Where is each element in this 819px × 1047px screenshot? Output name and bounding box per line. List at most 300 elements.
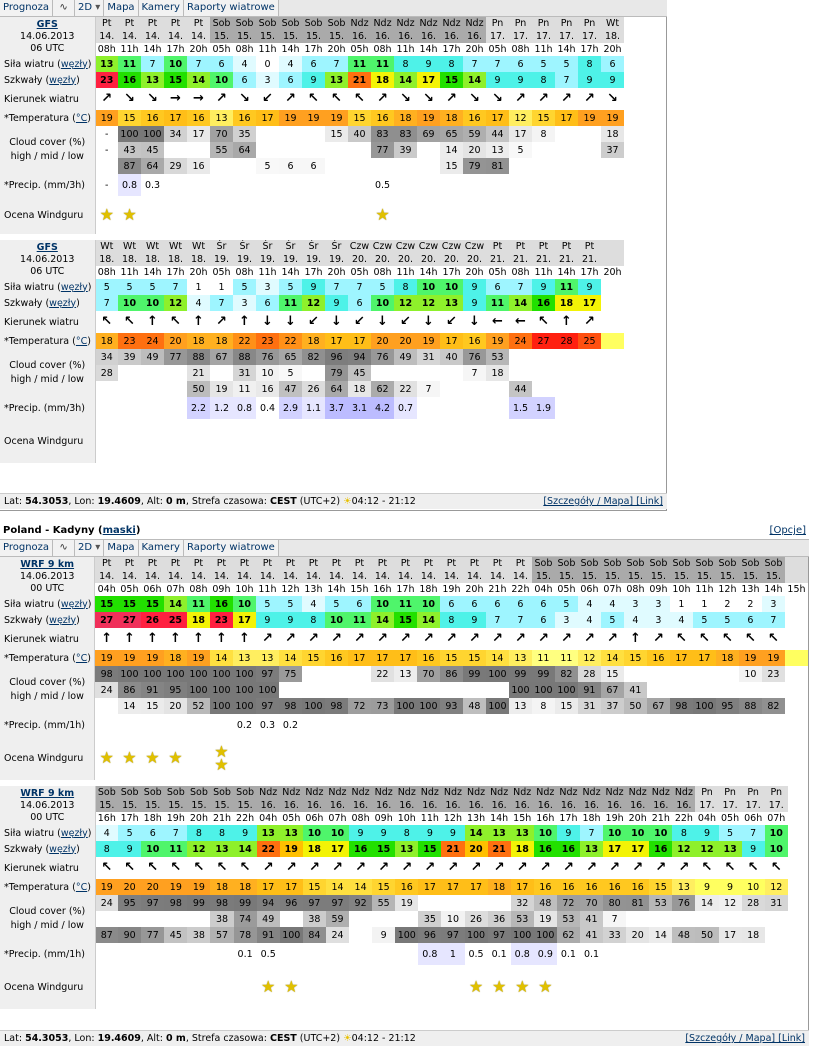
footer-gfs [0, 493, 667, 509]
cloud-cell: 78 [234, 927, 257, 943]
cloud-cell: 88 [739, 698, 762, 714]
row-temperature [0, 879, 788, 895]
wind-arrow-icon: ↑ [147, 314, 158, 329]
gust-cell: 16 [557, 841, 580, 857]
day-cell: Czw [372, 240, 393, 252]
cloud-cell: 40 [440, 349, 463, 365]
cloud-cell: 100 [233, 666, 256, 682]
cloud-cell: 100 [417, 698, 440, 714]
wind-cell: 9 [695, 825, 718, 841]
cloud-cell: 59 [463, 126, 486, 142]
rating-cell [164, 419, 187, 463]
cloud-cell: 48 [672, 927, 695, 943]
hour-cell: 17h [394, 583, 417, 596]
temperature-cell: 17 [441, 879, 464, 895]
hour-cell: 11h [394, 266, 417, 279]
gusts-label-unit-link[interactable]: węzły [49, 614, 77, 626]
wind-label-unit-link[interactable]: węzły [60, 281, 88, 293]
lon-value: 19.4609 [97, 496, 141, 507]
cloud-cell: 79 [463, 158, 486, 174]
date-cell: 16. [280, 799, 303, 812]
gusts-label-unit-link[interactable]: węzły [49, 843, 77, 855]
temperature-cell: 19 [302, 110, 325, 126]
temperature-cell: 19 [578, 110, 601, 126]
cloud-cell: - [95, 126, 118, 142]
precip-cell [695, 943, 718, 965]
day-cell: Pt [463, 557, 486, 570]
wind-cell: 4 [302, 596, 325, 612]
hour-cell: 07h [164, 583, 187, 596]
cloud-label-1: Cloud cover (%) [9, 360, 86, 371]
cloud-cell: 83 [394, 126, 417, 142]
cloud-cell [440, 381, 463, 397]
wind-arrow-icon: ↘ [607, 91, 618, 106]
gust-cell: 9 [578, 72, 601, 88]
day-cell: Pt [394, 557, 417, 570]
wind-label: Siła wiatru (węzły) [0, 56, 95, 72]
direction-cell [141, 628, 164, 650]
day-cell: Pt [555, 240, 578, 253]
direction-cell [164, 857, 187, 879]
gust-cell: 10 [371, 295, 394, 311]
hour-cell: 04h [532, 583, 555, 596]
direction-cell [418, 857, 441, 879]
cloud-cell [532, 142, 555, 158]
wind-label-text: Siła wiatru [4, 827, 55, 839]
gust-cell: 13 [440, 295, 463, 311]
cloud-cell [555, 158, 578, 174]
nav-prognoza[interactable]: Prognoza [0, 0, 53, 16]
gust-cell: 8 [532, 72, 555, 88]
cloud-cell: 15 [325, 126, 348, 142]
rating-cell [649, 965, 672, 1009]
cloud-cell [95, 911, 118, 927]
cloud-cell: 77 [141, 927, 164, 943]
date-cell: 15. [234, 799, 257, 812]
direction-cell [95, 88, 118, 110]
wind-arrow-icon: ↙ [400, 314, 411, 329]
gust-cell: 10 [210, 72, 233, 88]
cloud-cell [578, 142, 601, 158]
direction-cell [118, 628, 141, 650]
cloud-cell: 99 [463, 666, 486, 682]
nav-2d[interactable]: 2D ▾ [75, 0, 104, 16]
day-cell: Sob [325, 17, 348, 30]
rating-cell [440, 196, 463, 234]
cloud-cell: 70 [580, 895, 603, 911]
wind-label-unit-link[interactable]: węzły [60, 598, 88, 610]
model-link[interactable]: WRF 9 km [20, 787, 75, 799]
gust-cell: 13 [210, 841, 233, 857]
cloud-cell: 100 [233, 698, 256, 714]
model-link[interactable]: GFS [36, 18, 58, 30]
direction-cell [279, 88, 302, 110]
wind-cell: 10 [440, 279, 463, 295]
date-cell: 14. [118, 570, 141, 583]
wind-arrow-icon: ↗ [560, 631, 572, 646]
precip-cell [762, 714, 785, 736]
row-hours [0, 583, 808, 596]
cloud-cell: 94 [257, 895, 280, 911]
cloud-cell: 98 [325, 698, 348, 714]
cloud-cell [325, 158, 348, 174]
wind-cell: 5 [141, 279, 164, 295]
nav-mapa[interactable]: Mapa [104, 540, 138, 556]
day-cell [601, 240, 624, 253]
cloud-cell [762, 682, 785, 698]
rating-cell [394, 419, 417, 463]
cloud-cell [349, 927, 372, 943]
precip-cell [372, 943, 395, 965]
hour-cell: 20h [325, 43, 348, 56]
gust-cell: 10 [141, 295, 164, 311]
day-cell: Sob [624, 557, 647, 570]
direction-label-text: Kierunek wiatru [4, 316, 79, 328]
cloud-cell: 73 [371, 698, 394, 714]
date-cell: 14. [463, 570, 486, 583]
cloud-cell: 9 [372, 927, 395, 943]
hour-cell: 11h [532, 43, 555, 56]
cloud-cell: 97 [141, 895, 164, 911]
gust-cell: 12 [187, 841, 210, 857]
star-icon: ★ [261, 977, 276, 996]
run-date: 14.06.2013 [20, 799, 75, 811]
wind-arrow-icon: ↓ [423, 314, 434, 329]
day-cell: Sob [210, 17, 233, 30]
direction-cell [279, 628, 302, 650]
precip-cell [141, 397, 164, 419]
run-time: 06 UTC [30, 265, 65, 277]
wind-label-text: Siła wiatru [4, 281, 55, 293]
rating-cell [578, 196, 601, 234]
rating-cell [210, 419, 233, 463]
cloud-cell: 98 [670, 698, 693, 714]
precip-cell [463, 397, 486, 419]
model-link[interactable]: WRF 9 km [20, 558, 75, 570]
cloud-cell [187, 142, 210, 158]
day-cell: Sob [210, 786, 233, 799]
wind-label-text: Siła wiatru [4, 58, 55, 70]
date-cell: 21. [509, 253, 532, 266]
temperature-cell: 16 [647, 650, 670, 666]
direction-cell [601, 628, 624, 650]
cloud-cell: 20 [626, 927, 649, 943]
cloud-cell [463, 381, 486, 397]
nav-kamery[interactable]: Kamery [139, 0, 184, 16]
direction-cell [534, 857, 557, 879]
cloud-cell [302, 682, 325, 698]
wind-label: Siła wiatru (węzły) [0, 279, 95, 295]
cloud-cell: 37 [601, 698, 624, 714]
temperature-cell: 18 [95, 333, 118, 349]
details-map-link[interactable]: [Szczegóły / Mapa] [Link] [543, 496, 663, 507]
temperature-cell: 20 [141, 879, 164, 895]
gust-cell: 8 [95, 841, 118, 857]
forecast-table-gfs-2 [0, 240, 624, 463]
masks-link[interactable]: maski [102, 525, 136, 536]
cloud-cell: 34 [164, 126, 187, 142]
cloud-cell [601, 381, 624, 397]
precip-cell [303, 943, 326, 965]
direction-cell [256, 311, 279, 333]
cloud-cell: 98 [210, 895, 233, 911]
hour-cell: 18h [417, 583, 440, 596]
rating-cell [348, 419, 371, 463]
star-icon: ★ [145, 748, 160, 767]
rating-cell [441, 965, 464, 1009]
cloud-cell: 84 [303, 927, 326, 943]
day-cell: Pn [719, 786, 742, 799]
cloud-cell [719, 911, 742, 927]
direction-cell [578, 311, 601, 333]
direction-label-text: Kierunek wiatru [4, 862, 79, 874]
day-cell: Sob [739, 557, 762, 570]
precip-cell [417, 174, 440, 196]
wind-cell: 11 [348, 56, 371, 72]
temperature-cell: 14 [486, 650, 509, 666]
wind-cell [601, 279, 624, 295]
cloud-cell: 33 [603, 927, 626, 943]
star-icon: ★ [122, 748, 137, 767]
cloud-cell: 38 [210, 911, 233, 927]
wind-arrow-icon: ↗ [422, 631, 434, 646]
wind-cell: 8 [394, 279, 417, 295]
cloud-label-1: Cloud cover (%) [9, 677, 86, 688]
date-cell: 18. [164, 253, 187, 266]
row-days [0, 786, 788, 799]
temperature-cell: 16 [233, 110, 256, 126]
direction-cell [348, 628, 371, 650]
cloud-cell: 100 [509, 682, 532, 698]
wind-cell: 13 [257, 825, 280, 841]
direction-cell [302, 628, 325, 650]
rating-cell [118, 196, 141, 234]
date-cell: 16. [303, 799, 326, 812]
gusts-label-unit-link[interactable]: węzły [49, 297, 77, 309]
gust-cell: 4 [578, 612, 601, 628]
temperature-cell: 9 [719, 879, 742, 895]
cloud-label-2: high / mid / low [10, 920, 84, 931]
gust-cell: 15 [394, 612, 417, 628]
rating-label [0, 419, 95, 463]
date-cell: 16. [257, 799, 280, 812]
nav-raporty[interactable]: Raporty wiatrowe [184, 0, 279, 16]
temperature-cell: 13 [672, 879, 695, 895]
wind-arrow-icon: ↗ [514, 631, 526, 646]
gust-cell: 17 [417, 72, 440, 88]
direction-cell [164, 88, 187, 110]
run-date: 14.06.2013 [20, 30, 75, 42]
day-cell: Pt [325, 557, 348, 570]
hour-cell: 04h [257, 812, 280, 825]
hour-cell: 18h [580, 812, 603, 825]
precip-cell [95, 943, 118, 965]
temperature-label-unit-link[interactable]: °C [75, 335, 88, 347]
hour-cell: 17h [440, 43, 463, 56]
gust-cell: 11 [279, 295, 302, 311]
nav-kamery[interactable]: Kamery [139, 540, 184, 556]
wind-label-unit-link[interactable]: węzły [60, 827, 88, 839]
temperature-label-unit-link[interactable]: °C [75, 652, 88, 664]
wind-arrow-icon: ↗ [446, 91, 457, 106]
date-cell: 15. [716, 570, 739, 583]
direction-cell [463, 628, 486, 650]
temperature-cell: 19 [95, 110, 118, 126]
wind-arrow-icon: ↖ [767, 631, 779, 646]
temperature-cell: 18 [488, 879, 511, 895]
cloud-cell: 18 [486, 365, 509, 381]
cloud-cell: 17 [719, 927, 742, 943]
cloud-cell: 52 [187, 698, 210, 714]
wind-cell: 9 [234, 825, 257, 841]
gusts-label-text: Szkwały [4, 843, 43, 855]
direction-cell [488, 857, 511, 879]
wind-cell: 10 [649, 825, 672, 841]
wind-arrow-icon: ↗ [516, 860, 528, 875]
direction-cell [762, 628, 785, 650]
direction-cell [257, 857, 280, 879]
hour-cell: 20h [626, 812, 649, 825]
day-cell: Sob [141, 786, 164, 799]
day-cell: Ndz [534, 786, 557, 799]
day-cell: Ndz [672, 786, 695, 799]
temperature-cell: 15 [532, 110, 555, 126]
cloud-cell: 100 [210, 682, 233, 698]
gusts-label-unit-link[interactable]: węzły [49, 74, 77, 86]
temperature-cell: 27 [532, 333, 555, 349]
temperature-cell: 19 [279, 110, 302, 126]
cloud-cell [716, 666, 739, 682]
hour-cell: 14h [488, 812, 511, 825]
cloud-cell [371, 365, 394, 381]
wind-arrow-icon: ↖ [724, 860, 736, 875]
nav-mapa[interactable]: Mapa [104, 0, 138, 16]
gust-cell: 17 [603, 841, 626, 857]
direction-cell [303, 857, 326, 879]
gust-cell: 13 [719, 841, 742, 857]
options-link[interactable]: [Opcje] [769, 525, 806, 536]
date-cell: 15. [693, 570, 716, 583]
precip-cell [440, 714, 463, 736]
day-cell: Pn [509, 17, 532, 30]
day-cell: Pt [509, 557, 532, 570]
model-link[interactable]: GFS [36, 241, 58, 253]
temperature-cell [785, 650, 808, 666]
cloud-cell [302, 126, 325, 142]
nav-2d[interactable]: 2D ▾ [75, 540, 104, 556]
temperature-label-unit-link[interactable]: °C [75, 112, 88, 124]
date-cell: 14. [302, 570, 325, 583]
wind-label-text: Siła wiatru [4, 598, 55, 610]
cloud-cell: 100 [187, 682, 210, 698]
wind-label-unit-link[interactable]: węzły [60, 58, 88, 70]
date-cell [785, 570, 808, 583]
nav-chart-icon[interactable]: ∿ [53, 0, 75, 16]
temperature-label-text: *Temperatura [4, 881, 70, 893]
wind-cell [785, 596, 808, 612]
wind-arrow-icon: ↖ [744, 631, 756, 646]
gusts-label-text: Szkwały [4, 614, 43, 626]
cloud-cell: 99 [187, 895, 210, 911]
wind-arrow-icon: ↗ [470, 860, 482, 875]
details-map-link[interactable]: [Szczegóły / Mapa] [Link] [685, 1033, 805, 1044]
temperature-cell: 14 [349, 879, 372, 895]
date-cell: 21. [486, 253, 509, 266]
wind-arrow-icon: ↗ [583, 631, 595, 646]
cloud-label-1: Cloud cover (%) [9, 137, 86, 148]
wind-cell: 13 [488, 825, 511, 841]
direction-cell [95, 628, 118, 650]
precip-cell [601, 174, 624, 196]
rating-label [0, 965, 95, 1009]
rating-cell [372, 965, 395, 1009]
precip-cell: 0.5 [257, 943, 280, 965]
nav-chart-icon[interactable]: ∿ [53, 540, 75, 556]
precip-cell [509, 174, 532, 196]
date-cell: 17. [719, 799, 742, 812]
wind-cell: 8 [672, 825, 695, 841]
wind-arrow-icon: ↓ [469, 314, 480, 329]
rating-cell [371, 196, 394, 234]
wind-cell: 0 [256, 56, 279, 72]
direction-cell [693, 628, 716, 650]
rating-label-text: Ocena Windguru [4, 752, 84, 764]
precip-label [0, 714, 95, 736]
precip-cell [187, 943, 210, 965]
row-cloud-mid [0, 682, 808, 698]
rating-cell [233, 419, 256, 463]
wind-cell: 8 [394, 56, 417, 72]
cloud-cell: 14 [695, 895, 718, 911]
direction-cell [603, 857, 626, 879]
nav-prognoza[interactable]: Prognoza [0, 540, 53, 556]
hour-cell: 07h [326, 812, 349, 825]
cloud-cell: 76 [463, 349, 486, 365]
wind-cell: 7 [164, 825, 187, 841]
cloud-cell [555, 349, 578, 365]
wind-arrow-icon: ↑ [561, 314, 572, 329]
day-cell: Ndz [326, 786, 349, 799]
nav-raporty[interactable]: Raporty wiatrowe [184, 540, 279, 556]
precip-cell [233, 174, 256, 196]
sun-times: 04:12 - 21:12 [351, 496, 416, 507]
temperature-label-unit-link[interactable]: °C [75, 881, 88, 893]
cloud-cell [765, 911, 788, 927]
temperature-cell: 10 [742, 879, 765, 895]
rating-cell [118, 736, 141, 780]
tz-value: CEST [269, 496, 297, 507]
temperature-cell: 17 [371, 650, 394, 666]
cloud-cell: 50 [624, 698, 647, 714]
rating-cell [417, 736, 440, 780]
direction-cell [372, 857, 395, 879]
date-cell: 14. [187, 570, 210, 583]
model-cell [0, 240, 95, 279]
wind-arrow-icon: ↗ [584, 91, 595, 106]
direction-cell [532, 628, 555, 650]
date-cell: 17. [578, 30, 601, 43]
direction-cell [417, 628, 440, 650]
rating-cell [325, 196, 348, 234]
precip-cell [486, 714, 509, 736]
direction-cell [440, 628, 463, 650]
temperature-cell: 19 [325, 110, 348, 126]
direction-cell [463, 88, 486, 110]
cloud-cell: 100 [465, 927, 488, 943]
day-cell: Ndz [348, 17, 371, 30]
gust-cell: 13 [141, 72, 164, 88]
gust-cell: 16 [118, 72, 141, 88]
